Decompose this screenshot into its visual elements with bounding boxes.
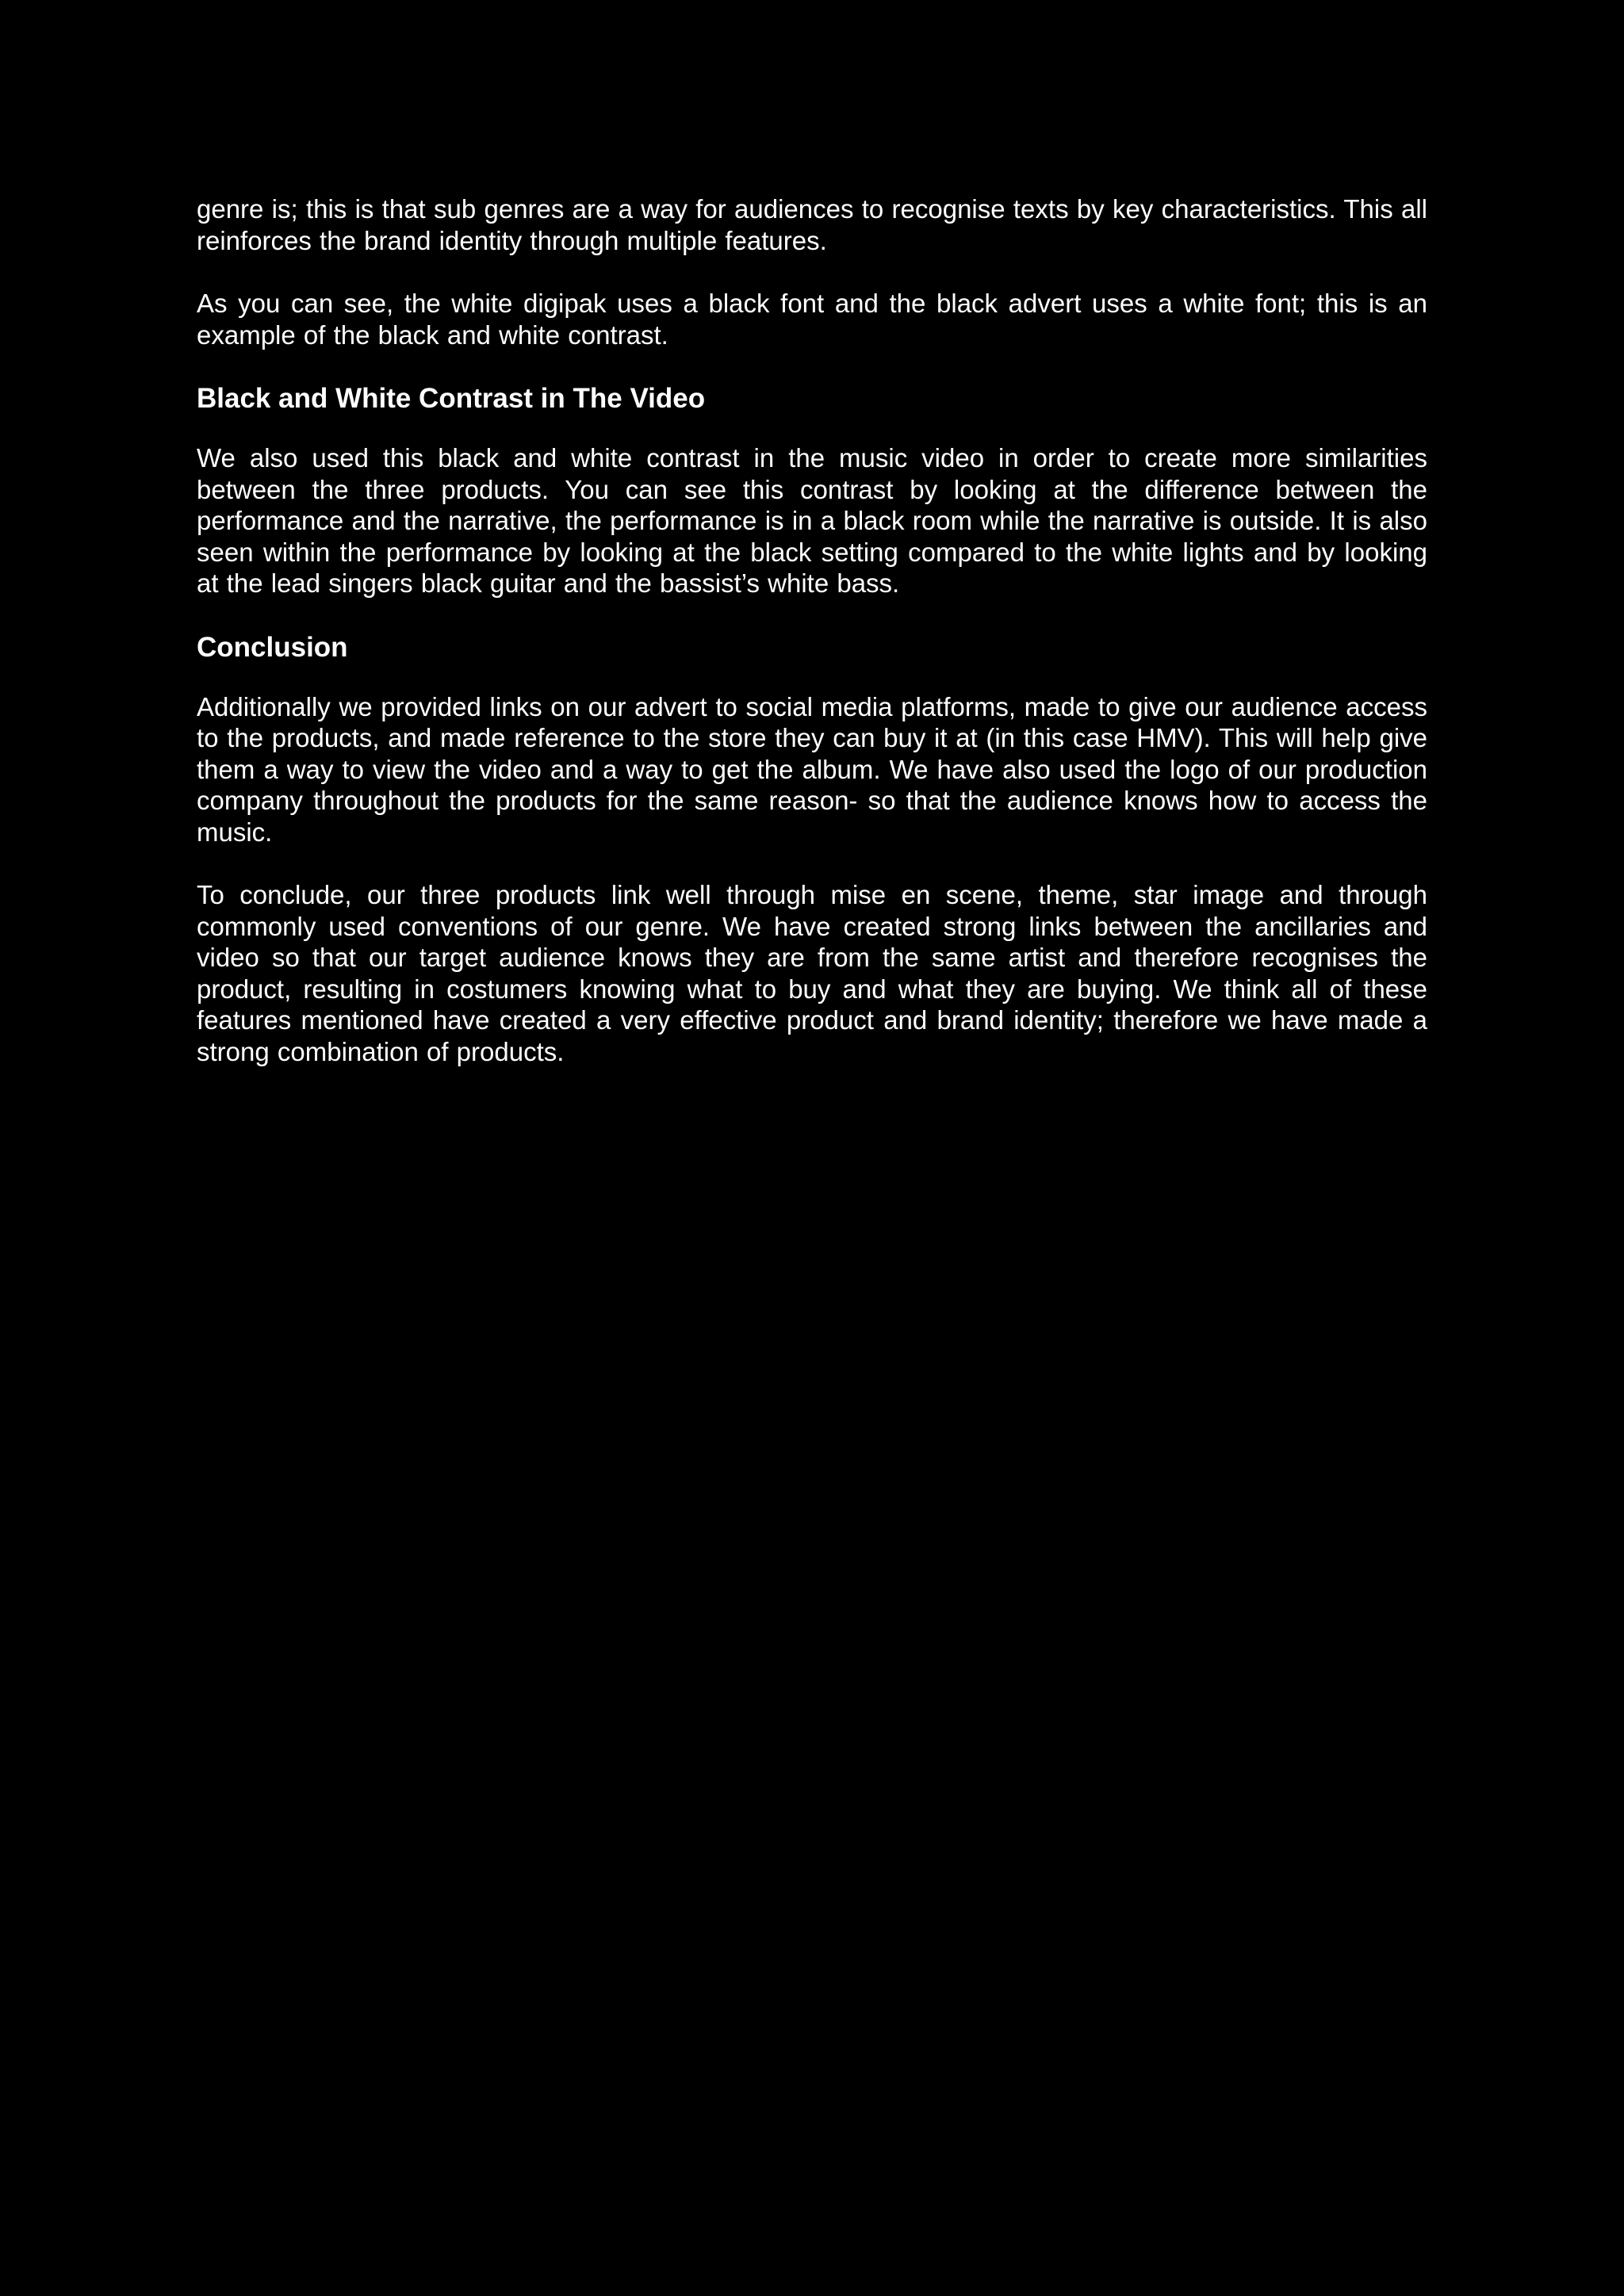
heading-contrast-video: Black and White Contrast in The Video bbox=[197, 383, 706, 414]
spacer bbox=[197, 599, 1427, 631]
heading-conclusion: Conclusion bbox=[197, 631, 348, 663]
spacer bbox=[197, 350, 1427, 382]
paragraph-video-contrast: We also used this black and white contrast in the music video in order to create more similarities between the three products. You can see this contrast by looking at the difference between the performance and the narrative, the performance is in a black room while the narrative is outside. It is also seen within the performance by looking at the black setting compared to the white lights and by looking at the lead singers black guitar and the bassist’s white bass. bbox=[197, 443, 1427, 598]
spacer bbox=[197, 664, 1427, 691]
spacer bbox=[197, 256, 1427, 288]
spacer bbox=[197, 848, 1427, 879]
paragraph-links-advert: Additionally we provided links on our advert to social media platforms, made to give our audience access to the products, and made reference to the store they can buy it at (in this case HMV). This will help give them a way to view the video and a way to get the album. We have also used the logo of our production company throughout the products for the same reason- so that the audience knows how to access the music. bbox=[197, 691, 1427, 847]
document-body bbox=[197, 193, 1427, 1067]
paragraph-digipak-contrast: As you can see, the white digipak uses a black font and the black advert uses a white font; this is an example of the black and white contrast. bbox=[197, 289, 1427, 350]
paragraph-genre-intro: genre is; this is that sub genres are a way for audiences to recognise texts by key characteristics. This all reinforces the brand identity through multiple features. bbox=[197, 194, 1427, 255]
paragraph-conclusion: To conclude, our three products link well through mise en scene, theme, star image and through commonly used conventions of our genre. We have created strong links between the ancillaries and video so that our target audience knows they are from the same artist and therefore recognises the product, resulting in costumers knowing what to buy and what they are buying. We think all of these features mentioned have created a very effective product and brand identity; therefore we have made a strong combination of products. bbox=[197, 880, 1427, 1066]
spacer bbox=[197, 415, 1427, 442]
